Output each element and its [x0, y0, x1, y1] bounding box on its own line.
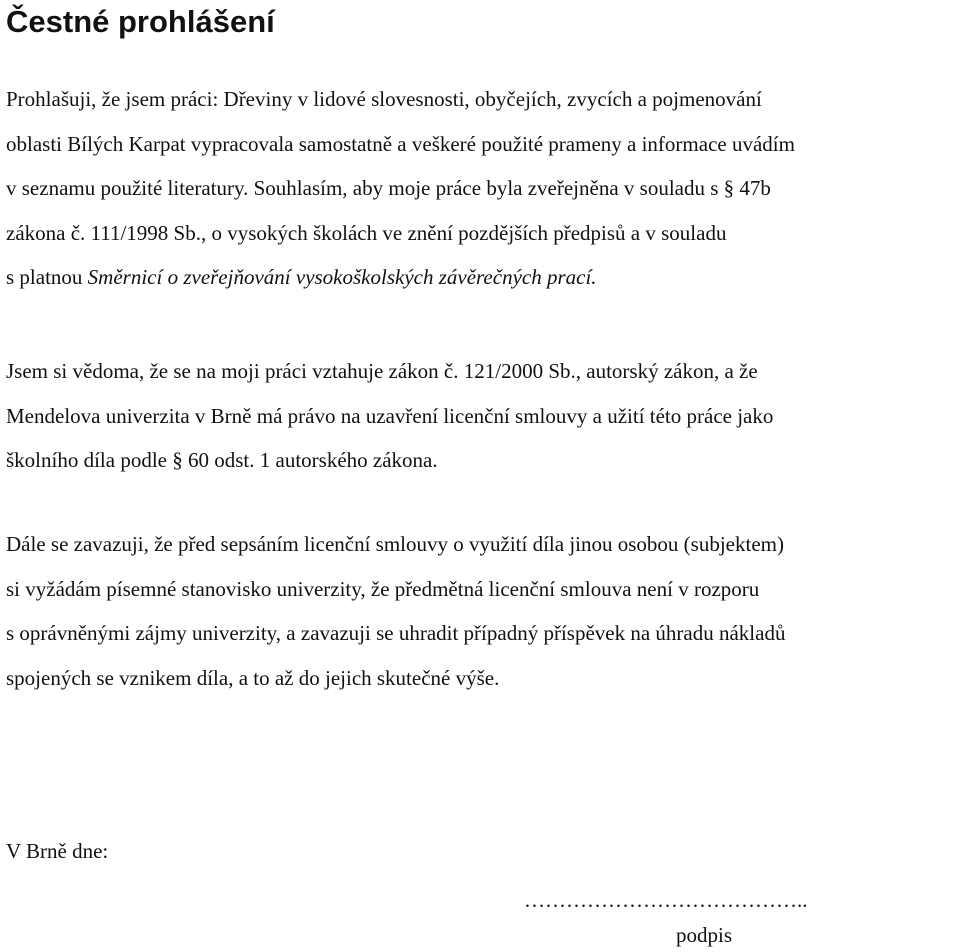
directive-name: Směrnicí o zveřejňování vysokoškolských závěrečných prací	[87, 265, 592, 289]
page-title: Čestné prohlášení	[6, 4, 275, 39]
paragraph-line: spojených se vznikem díla, a to až do jejich skutečné výše.	[6, 665, 500, 690]
paragraph-line	[6, 255, 956, 300]
paragraph-text: .	[591, 265, 597, 289]
signature-line: …………………………………..	[524, 888, 808, 912]
paragraph-line: Jsem si vědoma, že se na moji práci vztahuje zákon č. 121/2000 Sb., autorský zákon, a že	[6, 359, 758, 383]
paragraph-line: v seznamu použité literatury. Souhlasím, aby moje práce byla zveřejněna v souladu s § 47b	[6, 176, 771, 200]
paragraph-line: si vyžádám písemné stanovisko univerzity, že předmětná licenční smlouva není v rozporu	[6, 576, 760, 601]
paragraph-line: Mendelova univerzita v Brně má právo na uzavření licenční smlouvy a užití této práce jako	[6, 403, 774, 428]
license-paragraph	[6, 522, 956, 700]
paragraph-text: s platnou	[6, 265, 88, 289]
paragraph-line: Dále se zavazuji, že před sepsáním licenční smlouvy o využití díla jinou osobou (subjektem)	[6, 532, 784, 556]
paragraph-line: Prohlašuji, že jsem práci: Dřeviny v lidové slovesnosti, obyčejích, zvycích a pojmenování	[6, 87, 762, 111]
copyright-paragraph	[6, 349, 956, 483]
signature-label: podpis	[676, 923, 733, 947]
paragraph-line: oblasti Bílých Karpat vypracovala samostatně a veškeré použité prameny a informace uvádím	[6, 131, 795, 156]
paragraph-line: zákona č. 111/1998 Sb., o vysokých školách ve znění pozdějších předpisů a v souladu	[6, 220, 727, 245]
date-label: V Brně dne:	[6, 839, 109, 863]
declaration-paragraph	[6, 77, 956, 300]
paragraph-line: školního díla podle § 60 odst. 1 autorského zákona.	[6, 448, 438, 472]
paragraph-line: s oprávněnými zájmy univerzity, a zavazuji se uhradit případný příspěvek na úhradu nákladů	[6, 621, 786, 645]
